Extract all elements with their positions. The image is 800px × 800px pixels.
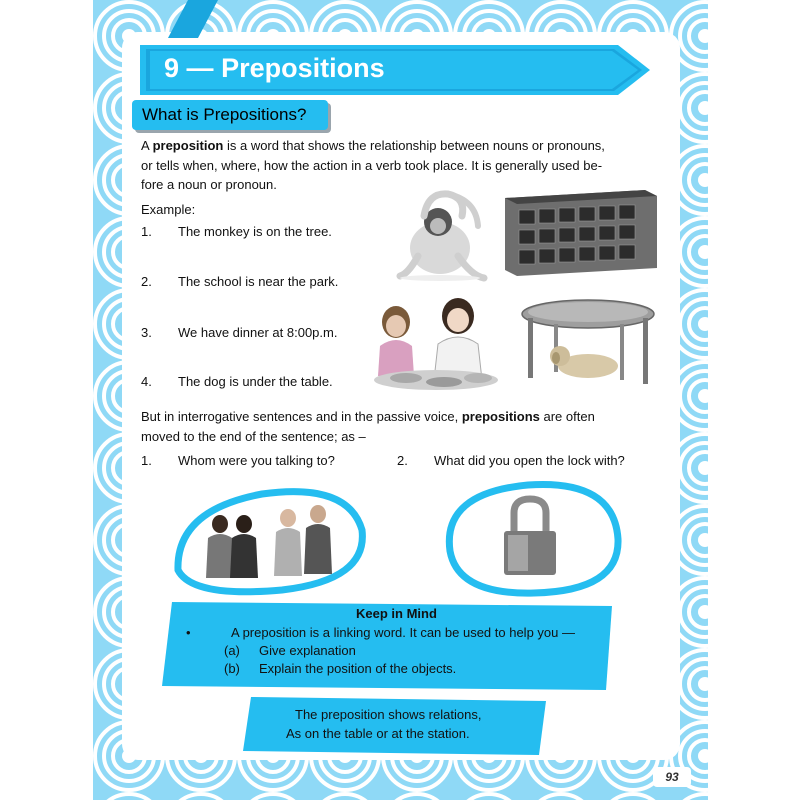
example-3-number: 3.	[141, 325, 152, 340]
chapter-name: Prepositions	[221, 53, 385, 83]
chapter-dash: —	[186, 53, 214, 83]
intro-suffix: is a word that shows the relationship between nouns or pronouns,	[223, 138, 605, 153]
intro-prefix: A	[141, 138, 153, 153]
preposition-bold: preposition	[152, 138, 224, 153]
intro-line-2: or tells when, where, how the action in a verb took place. It is generally used be-	[141, 158, 603, 173]
prepositions-bold: prepositions	[461, 409, 540, 424]
monkey-photo	[388, 186, 492, 282]
keep-in-mind-bullet: •	[186, 625, 191, 640]
question-1-number: 1.	[141, 453, 152, 468]
padlock-photo	[442, 477, 622, 599]
banner-ribbon	[168, 0, 218, 38]
example-4-text: The dog is under the table.	[178, 374, 333, 389]
question-1-text: Whom were you talking to?	[178, 453, 335, 468]
interrogative-line-1	[141, 409, 595, 424]
question-2-text: What did you open the lock with?	[434, 453, 625, 468]
chapter-number: 9	[164, 53, 180, 83]
school-building-photo	[505, 188, 657, 276]
keep-item-b-label: (b)	[224, 661, 240, 676]
example-1-number: 1.	[141, 224, 152, 239]
intro-line-3: fore a noun or pronoun.	[141, 177, 277, 192]
keep-item-a-label: (a)	[224, 643, 240, 658]
page-number: 93	[653, 767, 691, 787]
keep-item-b-text: Explain the position of the objects.	[259, 661, 457, 676]
example-2-number: 2.	[141, 274, 152, 289]
example-4-number: 4.	[141, 374, 152, 389]
example-label: Example:	[141, 202, 196, 217]
interrogative-suffix: are often	[539, 409, 595, 424]
keep-item-a-text: Give explanation	[259, 643, 356, 658]
people-talking-photo	[172, 480, 368, 600]
intro-line-1	[141, 138, 605, 153]
example-2-text: The school is near the park.	[178, 274, 339, 289]
example-3-text: We have dinner at 8:00p.m.	[178, 325, 338, 340]
note-line-1: The preposition shows relations,	[295, 707, 482, 722]
keep-in-mind-main: A preposition is a linking word. It can be used to help you —	[231, 625, 575, 640]
girls-dinner-photo	[366, 296, 504, 392]
question-2-number: 2.	[397, 453, 408, 468]
interrogative-line-2: moved to the end of the sentence; as –	[141, 429, 366, 444]
section-heading: What is Prepositions?	[132, 100, 328, 130]
example-1-text: The monkey is on the tree.	[178, 224, 332, 239]
chapter-title	[164, 46, 385, 90]
keep-in-mind-title: Keep in Mind	[356, 606, 437, 621]
dog-under-table-photo	[520, 296, 656, 388]
note-line-2: As on the table or at the station.	[286, 726, 470, 741]
interrogative-prefix: But in interrogative sentences and in the passive voice,	[141, 409, 462, 424]
